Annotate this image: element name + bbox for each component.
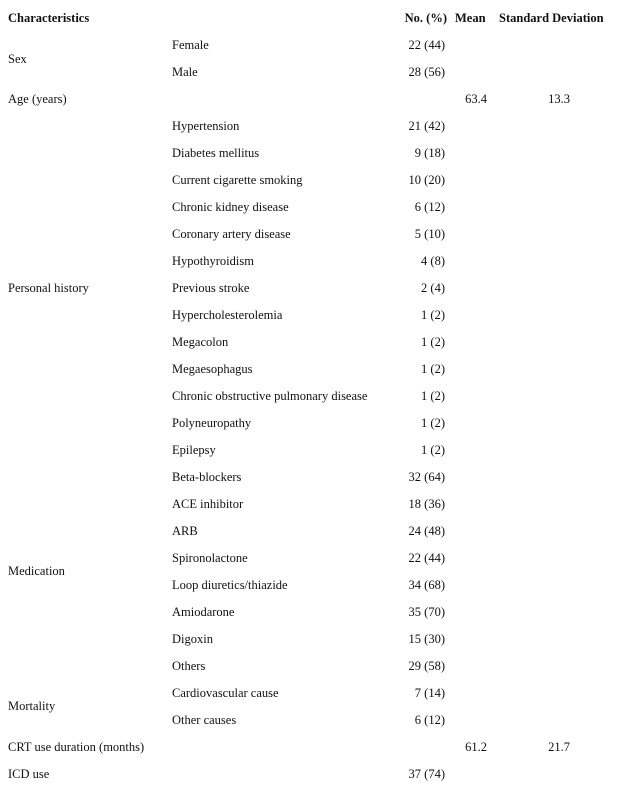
header-no-pct: No. (%) bbox=[404, 11, 447, 25]
row-no-pct: 9 (18) bbox=[414, 146, 445, 160]
row-label: Previous stroke bbox=[172, 281, 250, 295]
row-label: Diabetes mellitus bbox=[172, 146, 260, 160]
group-label-age: Age (years) bbox=[8, 92, 67, 106]
header-mean: Mean bbox=[455, 11, 486, 25]
row-no-pct: 1 (2) bbox=[421, 416, 445, 430]
row-no-pct: 28 (56) bbox=[408, 65, 445, 79]
row-no-pct: 34 (68) bbox=[408, 578, 445, 592]
row-label: Megaesophagus bbox=[172, 362, 253, 376]
group-label-medication: Medication bbox=[8, 564, 65, 578]
row-label: Others bbox=[172, 659, 206, 673]
group-label-mortality: Mortality bbox=[8, 699, 56, 713]
row-no-pct: 7 (14) bbox=[414, 686, 445, 700]
row-label: Hypertension bbox=[172, 119, 240, 133]
row-label: Chronic obstructive pulmonary disease bbox=[172, 389, 368, 403]
row-mean: 63.4 bbox=[465, 92, 487, 106]
row-label: Chronic kidney disease bbox=[172, 200, 289, 214]
row-label: Loop diuretics/thiazide bbox=[172, 578, 288, 592]
row-label: Hypothyroidism bbox=[172, 254, 254, 268]
row-no-pct: 4 (8) bbox=[421, 254, 445, 268]
row-label: Polyneuropathy bbox=[172, 416, 252, 430]
row-no-pct: 21 (42) bbox=[408, 119, 445, 133]
row-no-pct: 6 (12) bbox=[414, 200, 445, 214]
row-no-pct: 32 (64) bbox=[408, 470, 445, 484]
row-no-pct: 35 (70) bbox=[408, 605, 445, 619]
row-no-pct: 6 (12) bbox=[414, 713, 445, 727]
group-label-personal-history: Personal history bbox=[8, 281, 89, 295]
row-standard-deviation: 13.3 bbox=[548, 92, 570, 106]
row-label: Current cigarette smoking bbox=[172, 173, 303, 187]
header-characteristics: Characteristics bbox=[8, 11, 90, 25]
row-no-pct: 1 (2) bbox=[421, 308, 445, 322]
row-label: ACE inhibitor bbox=[172, 497, 244, 511]
row-mean: 61.2 bbox=[465, 740, 487, 754]
row-no-pct: 10 (20) bbox=[408, 173, 445, 187]
row-standard-deviation: 21.7 bbox=[548, 740, 570, 754]
group-label-icd-use: ICD use bbox=[8, 767, 50, 781]
row-no-pct: 29 (58) bbox=[408, 659, 445, 673]
row-label: Epilepsy bbox=[172, 443, 216, 457]
row-label: Coronary artery disease bbox=[172, 227, 291, 241]
row-label: Hypercholesterolemia bbox=[172, 308, 283, 322]
group-label-crt-duration: CRT use duration (months) bbox=[8, 740, 145, 754]
row-no-pct: 1 (2) bbox=[421, 443, 445, 457]
row-label: Amiodarone bbox=[172, 605, 235, 619]
row-label: ARB bbox=[172, 524, 198, 538]
row-label: Megacolon bbox=[172, 335, 229, 349]
row-no-pct: 22 (44) bbox=[408, 38, 445, 52]
row-label: Spironolactone bbox=[172, 551, 248, 565]
row-no-pct: 1 (2) bbox=[421, 389, 445, 403]
row-no-pct: 1 (2) bbox=[421, 362, 445, 376]
header-standard-deviation: Standard Deviation bbox=[499, 11, 604, 25]
row-label: Male bbox=[172, 65, 198, 79]
row-label: Digoxin bbox=[172, 632, 213, 646]
row-no-pct: 1 (2) bbox=[421, 335, 445, 349]
row-no-pct: 15 (30) bbox=[408, 632, 445, 646]
row-label: Cardiovascular cause bbox=[172, 686, 279, 700]
row-no-pct: 22 (44) bbox=[408, 551, 445, 565]
row-no-pct: 37 (74) bbox=[408, 767, 445, 781]
row-label: Other causes bbox=[172, 713, 237, 727]
row-no-pct: 2 (4) bbox=[421, 281, 445, 295]
row-no-pct: 18 (36) bbox=[408, 497, 445, 511]
row-label: Female bbox=[172, 38, 209, 52]
row-no-pct: 24 (48) bbox=[408, 524, 445, 538]
row-no-pct: 5 (10) bbox=[414, 227, 445, 241]
row-label: Beta-blockers bbox=[172, 470, 242, 484]
group-label-sex: Sex bbox=[8, 52, 27, 66]
